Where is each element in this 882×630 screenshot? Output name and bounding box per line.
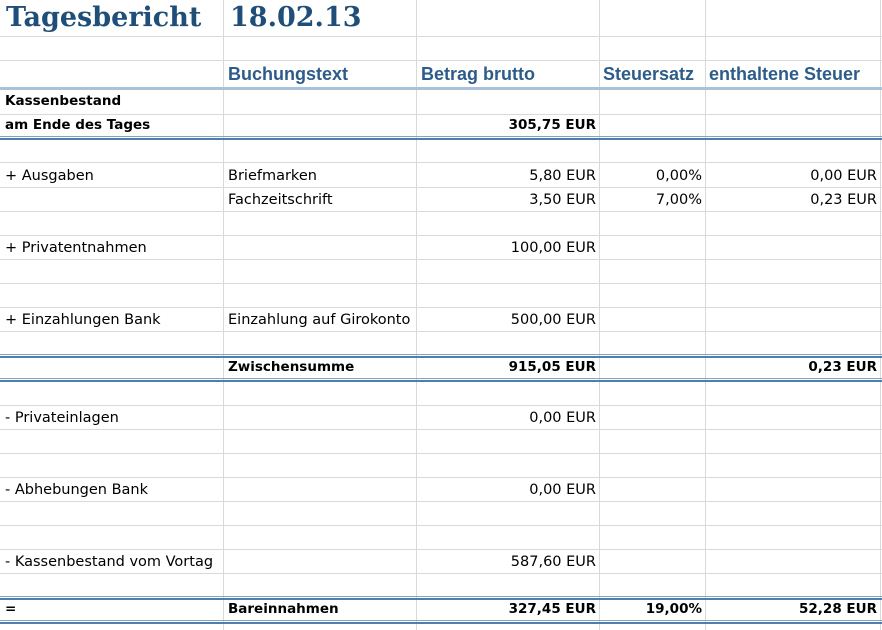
gridline [0, 235, 882, 236]
einzahlungen-label: + Einzahlungen Bank [5, 312, 161, 328]
gridline [0, 36, 882, 37]
double-border [0, 596, 882, 600]
double-border [0, 354, 882, 358]
gridline [0, 429, 882, 430]
privatentnahmen-label: + Privatentnahmen [5, 240, 147, 256]
abhebungen-label: - Abhebungen Bank [5, 482, 149, 498]
bareinnahmen-rate: 19,00% [645, 601, 702, 617]
gridline [0, 60, 882, 61]
privateinlagen-label: - Privateinlagen [5, 410, 119, 426]
bareinnahmen-tax: 52,28 EUR [799, 601, 877, 617]
privateinlagen-amount: 0,00 EUR [529, 410, 596, 426]
ausgabe-text: Fachzeitschrift [228, 192, 333, 208]
abhebungen-amount: 0,00 EUR [529, 482, 596, 498]
equals-sign: = [5, 601, 17, 617]
bareinnahmen-amount: 327,45 EUR [508, 601, 596, 617]
ausgabe-tax: 0,00 EUR [810, 168, 877, 184]
col-header-steuer: enthaltene Steuer [709, 64, 861, 84]
kassenbestand-label-2: am Ende des Tages [5, 117, 151, 133]
ausgabe-text: Briefmarken [228, 168, 317, 184]
header-border [0, 87, 882, 90]
double-border [0, 620, 882, 624]
ausgaben-label: + Ausgaben [5, 168, 94, 184]
gridline [0, 307, 882, 308]
col-header-buchungstext: Buchungstext [228, 64, 349, 84]
gridline [705, 0, 706, 630]
gridline [599, 0, 600, 630]
kassenbestand-amount: 305,75 EUR [508, 117, 596, 133]
zwischensumme-label: Zwischensumme [228, 359, 355, 375]
ausgabe-tax: 0,23 EUR [810, 192, 877, 208]
gridline [0, 405, 882, 406]
double-border [0, 378, 882, 382]
gridline [223, 0, 224, 630]
report-date: 18.02.13 [230, 2, 362, 33]
vortag-amount: 587,60 EUR [510, 554, 596, 570]
bareinnahmen-label: Bareinnahmen [228, 601, 339, 617]
double-border [0, 136, 882, 140]
zwischensumme-amount: 915,05 EUR [508, 359, 596, 375]
ausgabe-rate: 7,00% [655, 192, 702, 208]
ausgabe-amount: 5,80 EUR [529, 168, 596, 184]
gridline [0, 114, 882, 115]
gridline [0, 573, 882, 574]
col-header-steuersatz: Steuersatz [603, 64, 695, 84]
gridline [0, 211, 882, 212]
ausgabe-rate: 0,00% [655, 168, 702, 184]
gridline [0, 162, 882, 163]
einzahlungen-amount: 500,00 EUR [510, 312, 596, 328]
zwischensumme-tax: 0,23 EUR [808, 359, 877, 375]
gridline [0, 259, 882, 260]
kassenbestand-label-1: Kassenbestand [5, 93, 122, 109]
gridline [880, 0, 881, 630]
gridline [0, 525, 882, 526]
privatentnahmen-amount: 100,00 EUR [510, 240, 596, 256]
gridline [0, 477, 882, 478]
page-title: Tagesbericht [6, 2, 202, 33]
gridline [0, 501, 882, 502]
gridline [0, 187, 882, 188]
col-header-betrag: Betrag brutto [421, 64, 535, 84]
gridline [0, 331, 882, 332]
gridline [0, 283, 882, 284]
einzahlungen-text: Einzahlung auf Girokonto [228, 312, 411, 328]
ausgabe-amount: 3,50 EUR [529, 192, 596, 208]
vortag-label: - Kassenbestand vom Vortag [5, 554, 214, 570]
gridline [0, 453, 882, 454]
gridline [0, 549, 882, 550]
